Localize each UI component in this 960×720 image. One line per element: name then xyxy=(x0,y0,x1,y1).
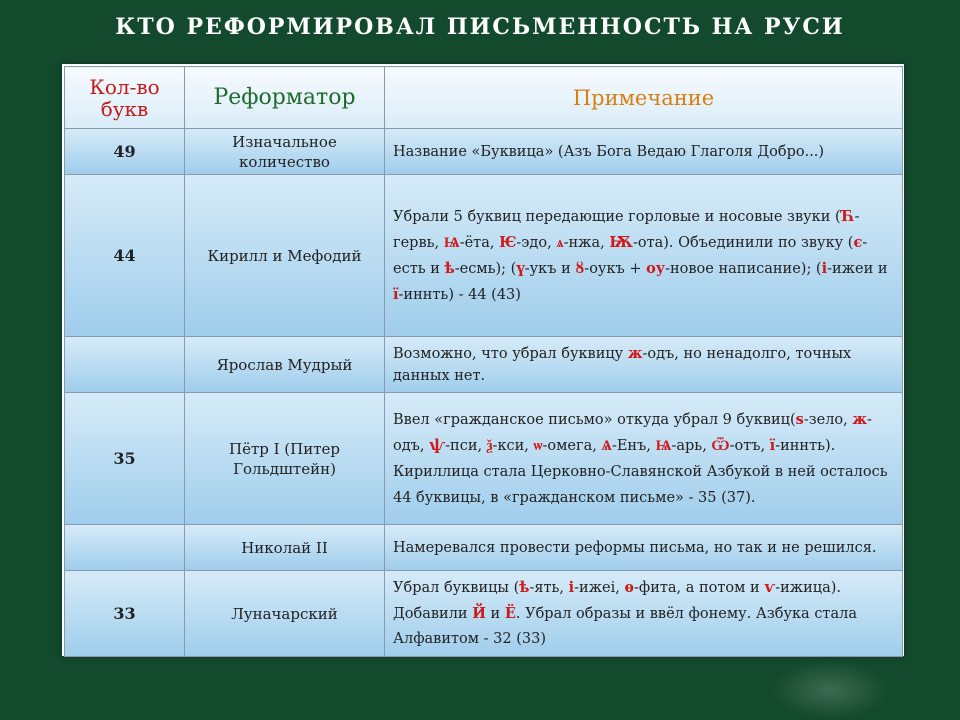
note-text: -пси, xyxy=(445,437,487,454)
row-reformer: Ярослав Мудрый xyxy=(185,337,385,393)
note-text: -ота). Объединили по звуку ( xyxy=(632,234,854,251)
note-text: -новое написание); ( xyxy=(665,260,822,277)
highlighted-letter: ж xyxy=(852,410,868,428)
row-reformer: Пётр I (Питер Гольдштейн) xyxy=(185,393,385,525)
table-row xyxy=(65,175,903,337)
highlighted-letter: Ё xyxy=(504,605,516,622)
row-count: 33 xyxy=(65,571,185,657)
highlighted-letter: ж xyxy=(627,344,643,362)
highlighted-letter: ѡ xyxy=(533,436,543,454)
highlighted-letter: і xyxy=(568,579,575,596)
highlighted-letter: Ѿ xyxy=(711,436,730,454)
note-text: -гервь, xyxy=(393,208,860,251)
row-count xyxy=(65,525,185,571)
row-note xyxy=(385,571,903,657)
row-count: 49 xyxy=(65,129,185,175)
note-text: -ять, xyxy=(529,580,569,596)
note-text: -кси, xyxy=(492,437,534,454)
note-text: -эдо, xyxy=(516,234,557,251)
row-note xyxy=(385,175,903,337)
row-note xyxy=(385,525,903,571)
note-text: -оукъ + xyxy=(584,260,647,277)
reform-table xyxy=(64,66,903,657)
highlighted-letter: є xyxy=(853,233,863,251)
highlighted-letter: Ѥ xyxy=(499,233,517,251)
table-row xyxy=(65,129,903,175)
highlighted-letter: Ѧ xyxy=(601,436,612,454)
highlighted-letter: ѵ xyxy=(764,579,776,596)
row-count: 35 xyxy=(65,393,185,525)
highlighted-letter: ѳ xyxy=(624,579,634,596)
highlighted-letter: Ћ xyxy=(840,207,855,225)
highlighted-letter: ȣ xyxy=(575,259,585,277)
row-count xyxy=(65,337,185,393)
row-note xyxy=(385,129,903,175)
highlighted-letter: Ѩ xyxy=(655,436,672,454)
row-reformer: Луначарский xyxy=(185,571,385,657)
note-text: . Убрал образы и ввёл фонему. Азбука стала Алфавитом - 32 (33) xyxy=(393,606,857,647)
note-text: Название «Буквица» (Азъ Бога Ведаю Глаголя Добро...) xyxy=(393,143,825,160)
note-text: -ижеі, xyxy=(574,580,625,596)
note-text: и xyxy=(485,606,505,622)
highlighted-letter: і xyxy=(821,259,828,277)
table-row xyxy=(65,393,903,525)
header-reformer: Реформатор xyxy=(185,67,385,129)
note-text: -укъ и xyxy=(524,260,576,277)
highlighted-letter: оу xyxy=(646,259,666,277)
note-text: -есмь); ( xyxy=(454,260,517,277)
decorative-glow xyxy=(770,660,890,720)
table-row xyxy=(65,337,903,393)
highlighted-letter: Ѭ xyxy=(609,233,633,251)
note-text: Убрали 5 буквиц передающие горловые и носовые звуки ( xyxy=(393,208,841,225)
row-note xyxy=(385,393,903,525)
highlighted-letter: ү xyxy=(516,259,525,277)
note-text: -отъ, xyxy=(729,437,770,454)
highlighted-letter: ѯ xyxy=(486,436,493,454)
note-text: -ёта, xyxy=(459,234,500,251)
highlighted-letter: ѧ xyxy=(556,233,564,251)
table-header-row xyxy=(65,67,903,129)
note-text: -арь, xyxy=(671,437,712,454)
note-text: -иннть). Кириллица стала Церковно-Славянской Азбукой в ней осталось 44 буквицы, в «гражданском письме» - 35 (37). xyxy=(393,437,888,506)
note-text: -одъ, xyxy=(393,411,872,454)
note-text: Намеревался провести реформы письма, но так и не решился. xyxy=(393,539,877,556)
row-reformer: Кирилл и Мефодий xyxy=(185,175,385,337)
note-text: -зело, xyxy=(803,411,853,428)
note-text: -ижица). Добавили xyxy=(393,580,841,622)
reform-table-sheet xyxy=(62,64,904,656)
highlighted-letter: ѣ xyxy=(444,259,455,277)
note-text: -иннть) - 44 (43) xyxy=(398,286,521,303)
table-row xyxy=(65,525,903,571)
highlighted-letter: Ѩ xyxy=(443,233,460,251)
page-title: КТО РЕФОРМИРОВАЛ ПИСЬМЕННОСТЬ НА РУСИ xyxy=(115,14,845,40)
note-text: -фита, а потом и xyxy=(633,580,765,596)
highlighted-letter: ѣ xyxy=(519,579,530,596)
highlighted-letter: Й xyxy=(472,605,486,622)
note-text: -Енъ, xyxy=(611,437,656,454)
row-reformer: Николай II xyxy=(185,525,385,571)
note-text: -нжа, xyxy=(563,234,610,251)
highlighted-letter: ї xyxy=(393,285,399,303)
note-text: Ввел «гражданское письмо» откуда убрал 9 буквиц( xyxy=(393,411,796,428)
note-text: Возможно, что убрал буквицу xyxy=(393,345,628,362)
table-row xyxy=(65,571,903,657)
note-text: -есть и xyxy=(393,234,868,277)
note-text: -омега, xyxy=(542,437,602,454)
note-text: -одъ, но ненадолго, точных данных нет. xyxy=(393,345,852,384)
note-text: Убрал буквицы ( xyxy=(393,580,520,596)
highlighted-letter: ѱ xyxy=(429,436,446,454)
header-note: Примечание xyxy=(385,67,903,129)
highlighted-letter: ѕ xyxy=(795,410,804,428)
note-text: -ижеи и xyxy=(827,260,888,277)
row-count: 44 xyxy=(65,175,185,337)
header-count: Кол-во букв xyxy=(65,67,185,129)
row-reformer: Изначальное количество xyxy=(185,129,385,175)
highlighted-letter: ї xyxy=(769,436,776,454)
row-note xyxy=(385,337,903,393)
